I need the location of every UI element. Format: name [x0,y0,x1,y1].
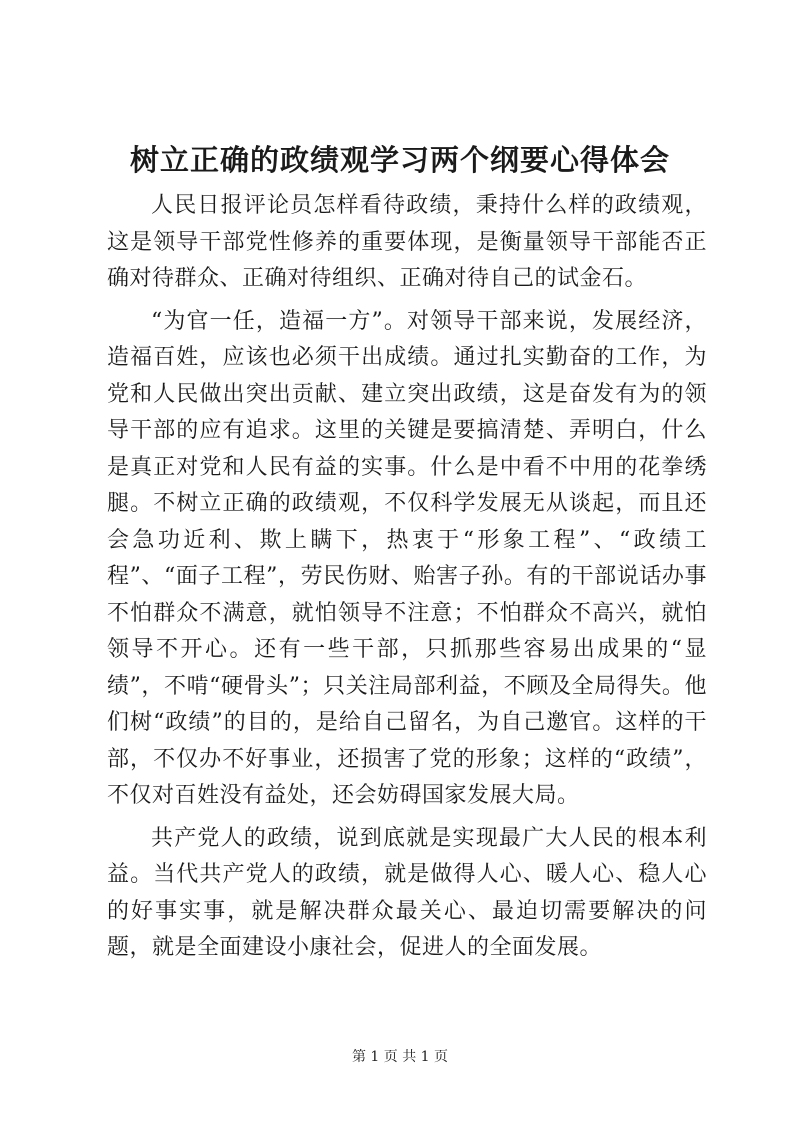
page-footer: 第 1 页 共 1 页 [351,1049,449,1065]
paragraph-2: “为官一任，造福一方”。对领导干部来说，发展经济，造福百姓，应该也必须干出成绩。通过扎实勤奋的工作，为党和人民做出突出贡献、建立突出政绩，这是奋发有为的领导干部的应有追求。这里的关键是要搞清楚、弄明白，什么是真正对党和人民有益的实事。什么是中看不中用的花拳绣腿。不树立正确的政绩观，不仅科学发展无从谈起，而且还会急功近利、欺上瞒下，热衷于“形象工程”、“政绩工程”、“面子工程”，劳民伤财、贻害子孙。有的干部说话办事不怕群众不满意，就怕领导不注意；不怕群众不高兴，就怕领导不开心。还有一些干部，只抓那些容易出成果的“显绩”，不啃“硬骨头”；只关注局部利益，不顾及全局得失。他们树“政绩”的目的，是给自己留名，为自己邀官。这样的干部，不仅办不好事业，还损害了党的形象；这样的“政绩”，不仅对百姓没有益处，还会妨碍国家发展大局。 [107,308,707,808]
paragraph-1: 人民日报评论员怎样看待政绩，秉持什么样的政绩观，这是领导干部党性修养的重要体现，是衡量领导干部能否正确对待群众、正确对待组织、正确对待自己的试金石。 [107,193,707,291]
document-title: 树立正确的政绩观学习两个纲要心得体会 [129,143,670,177]
document-body [107,188,707,967]
paragraph-3: 共产党人的政绩，说到底就是实现最广大人民的根本利益。当代共产党人的政绩，就是做得人心、暖人心、稳人心的好事实事，就是解决群众最关心、最迫切需要解决的问题，就是全面建设小康社会，促进人的全面发展。 [107,825,707,960]
